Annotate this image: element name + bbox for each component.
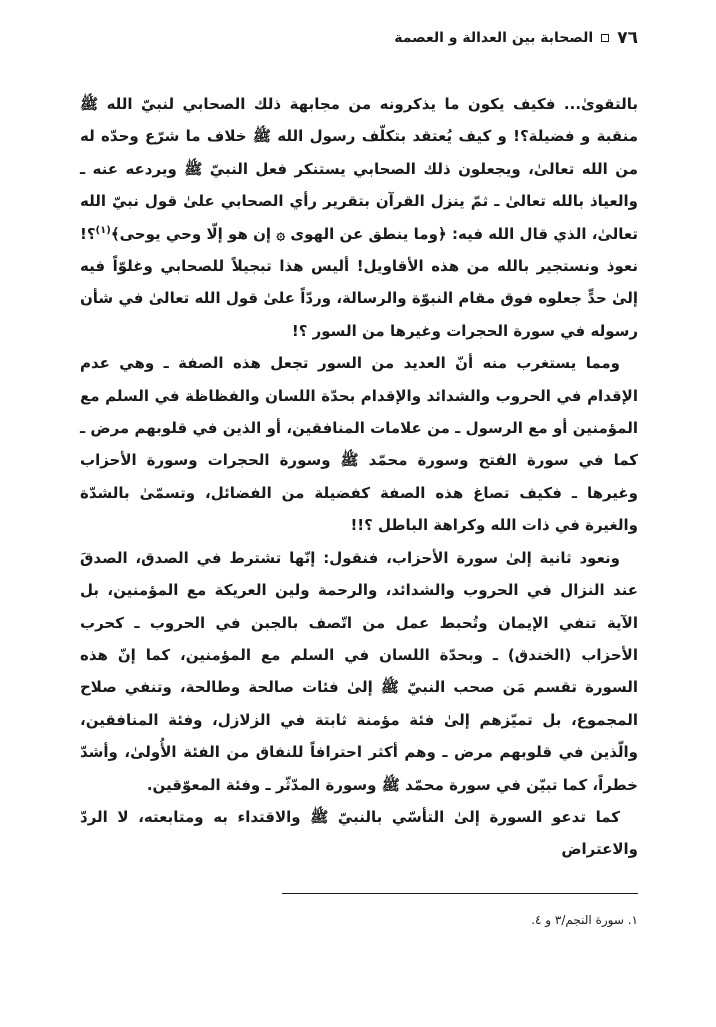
footnote-reference[interactable]: (١) (95, 224, 111, 236)
paragraph-1-text: بالتقوىٰ... فكيف يكون ما يذكرونه من مجابهة ذلك الصحابي لنبيّ الله ﷺ منقبة و فضيلة؟! و كيف يُعتقد بتكلّف رسول الله ﷺ خلاف ما شرّع وحدّه له من الله تعالىٰ، ويجعلون ذلك الصحابي يستنكر فعل النبيّ ﷺ ويردعه عنه ـ والعياذ بالله تعالىٰ ـ ثمّ ينزل القرآن بتقرير رأي الصحابي علىٰ قول نبيّ الله تعالىٰ، الذي قال الله فيه: ﴿وما ينطق عن الهوى ۞ إن هو إلّا وحي يوحى﴾ (80, 95, 638, 243)
paragraph-4: كما تدعو السورة إلىٰ التأسّي بالنبيّ ﷺ والاقتداء به ومتابعته، لا الردّ والاعتراض (80, 807, 638, 859)
running-title: الصحابة بين العدالة و العصمة (394, 30, 594, 46)
footnote: ١. سورة النجم/٣ و ٤. (531, 913, 638, 927)
paragraph-2: ومما يستغرب منه أنّ العديد من السور تجعل هذه الصفة ـ وهي عدم الإقدام في الحروب والشدائد والإقدام بحدّة اللسان والفظاظة في السلم مع المؤمنين أو مع الرسول ـ من علامات المنافقين، أو الذين في قلوبهم مرض ـ كما في سورة الفتح وسورة محمّد ﷺ وسورة الحجرات وسورة الأحزاب وغيرها ـ فكيف تصاغ هذه الصفة كفضيلة من الفضائل، وتسمّىٰ بالشدّة والغيرة في ذات الله وكراهة الباطل ؟!! (80, 354, 638, 535)
paragraph-1 (80, 88, 638, 347)
paragraph-3: ونعود ثانية إلىٰ سورة الأحزاب، فنقول: إنّها تشترط في الصدق، الصدقَ عند النزال في الحروب والشدائد، والرحمة ولين العريكة مع المؤمنين، بل الآية تنفي الإيمان وتُحبط عمل من اتّصف بالجبن في الحروب ـ كحرب الأحزاب (الخندق) ـ وبحدّة اللسان في السلم مع المؤمنين، كما إنّ هذه السورة تقسم مَن صحب النبيّ ﷺ إلىٰ فئات صالحة وطالحة، وتنفي صلاح المجموع، بل تميّزهم إلىٰ فئة مؤمنة ثابتة في الزلازل، وفئة المنافقين، والّذين في قلوبهم مرض ـ وهم أكثر احترافاً للنفاق من الفئة الأُولىٰ، وأشدّ خطراً، كما تبيّن في سورة محمّد ﷺ وسورة المدّثّر ـ وفئة المعوّقين. (80, 548, 638, 794)
paragraph-1-tail: ؟! نعوذ ونستجير بالله من هذه الأقاويل! أليس هذا تبجيلاً للصحابي وغلوّاً فيه إلىٰ حدٍّ جعلوه فوق مقام النبوّة والرسالة، وردّاً علىٰ قول الله تعالىٰ في شأن رسوله في سورة الحجرات وغيرها من السور ؟! (80, 224, 638, 340)
main-text (80, 88, 638, 866)
page-number: ٧٦ (617, 28, 638, 48)
footnote-divider (282, 893, 638, 894)
header-separator-square-icon (601, 34, 609, 42)
page-header (78, 26, 638, 50)
